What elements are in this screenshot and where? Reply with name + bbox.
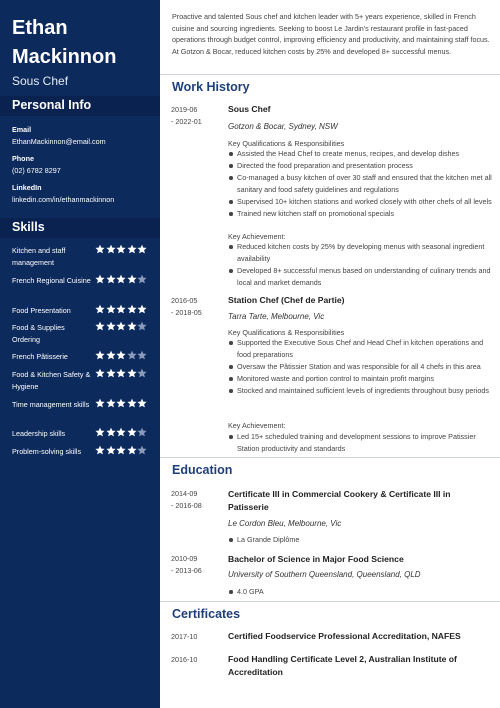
section-divider [160, 457, 500, 458]
candidate-name: Ethan Mackinnon [12, 17, 117, 68]
education-institution: Le Cordon Bleu, Melbourne, Vic [228, 519, 342, 528]
list-item: Co-managed a busy kitchen of over 30 staff and ensured that the kitchen met all sanitary and food safety guidelines and regulations [228, 172, 492, 196]
star-filled-icon [116, 427, 126, 437]
star-filled-icon [95, 445, 105, 455]
job-achievements-list [228, 241, 492, 289]
star-filled-icon [127, 321, 137, 331]
star-filled-icon [95, 274, 105, 284]
skill-rating [95, 350, 147, 360]
star-empty-icon [137, 445, 147, 455]
star-filled-icon [137, 398, 147, 408]
star-filled-icon [106, 304, 116, 314]
linkedin-label: LinkedIn [12, 183, 42, 192]
skill-rating [95, 368, 147, 378]
list-item: Supervised 10+ kitchen stations and worked closely with other chefs of all levels [228, 196, 492, 208]
summary-text: Proactive and talented Sous chef and kitchen leader with 5+ years experience, skilled in French cuisine and sourcing ingredients. Seeking to boost Le Jardin's restaurant profile in fast-paced operations through budget control, improving efficiency and productivity, and maintaining staff focus. At Gotzon & Bocar, reduced kitchen costs by 25% and developed 8+ successful menus. [172, 12, 490, 56]
star-empty-icon [127, 350, 137, 360]
star-filled-icon [127, 274, 137, 284]
skill-name: Food & Kitchen Safety & Hygiene [12, 370, 91, 391]
job-qualifications-heading: Key Qualifications & Responsibilities [228, 139, 345, 148]
star-empty-icon [137, 368, 147, 378]
star-filled-icon [127, 445, 137, 455]
star-filled-icon [106, 398, 116, 408]
star-filled-icon [95, 304, 105, 314]
star-filled-icon [116, 445, 126, 455]
phone-label: Phone [12, 154, 34, 163]
star-empty-icon [137, 350, 147, 360]
star-filled-icon [106, 445, 116, 455]
education-institution: University of Southern Queensland, Queensland, QLD [228, 570, 421, 579]
list-item: Led 15+ scheduled training and development sessions to improve Patissier Station productivity and standards [228, 431, 492, 455]
education-date-from: 2014-09 [171, 489, 198, 498]
education-title: Certificate III in Commercial Cookery & Certificate III in Patisserie [228, 489, 451, 512]
list-item: 4.0 GPA [228, 586, 492, 598]
list-item: Trained new kitchen staff on promotional specials [228, 208, 492, 220]
job-date-from: 2016-05 [171, 296, 198, 305]
job-achievements-list [228, 431, 492, 455]
education-notes-list [228, 586, 492, 598]
star-filled-icon [95, 427, 105, 437]
star-filled-icon [116, 398, 126, 408]
education-title: Bachelor of Science in Major Food Science [228, 554, 404, 564]
skill-name: Problem-solving skills [12, 447, 82, 456]
list-item: Supported the Executive Sous Chef and Head Chef in kitchen operations and food preparations [228, 337, 492, 361]
section-divider [160, 74, 500, 75]
skill-name: Food & Supplies Ordering [12, 323, 65, 344]
education-date-to: - 2016-08 [171, 501, 202, 510]
list-item: Monitored waste and portion control to maintain profit margins [228, 373, 492, 385]
star-filled-icon [95, 321, 105, 331]
star-empty-icon [137, 274, 147, 284]
star-filled-icon [106, 427, 116, 437]
star-filled-icon [116, 321, 126, 331]
list-item: Reduced kitchen costs by 25% by developing menus with seasonal ingredient availability [228, 241, 492, 265]
list-item: Developed 8+ successful menus based on understanding of culinary trends and local and market demands [228, 265, 492, 289]
job-date-to: - 2022-01 [171, 117, 202, 126]
list-item: Oversaw the Pâtissier Station and was responsible for all 4 chefs in this area [228, 361, 492, 373]
job-date-from: 2019-06 [171, 105, 198, 114]
star-filled-icon [127, 398, 137, 408]
star-filled-icon [95, 350, 105, 360]
star-filled-icon [116, 304, 126, 314]
skills-heading: Skills [0, 218, 160, 238]
skill-rating [95, 321, 147, 331]
certificate-date: 2017-10 [171, 632, 198, 641]
education-date-to: - 2013-06 [171, 566, 202, 575]
personal-info-heading: Personal Info [0, 96, 160, 116]
certificate-title: Certified Foodservice Professional Accreditation, NAFES [228, 631, 461, 641]
education-notes-list [228, 534, 492, 546]
star-filled-icon [137, 304, 147, 314]
star-filled-icon [95, 368, 105, 378]
skill-rating [95, 304, 147, 314]
star-filled-icon [106, 274, 116, 284]
phone-value[interactable]: (02) 6782 8297 [12, 166, 61, 175]
education-date-from: 2010-09 [171, 554, 198, 563]
certificate-date: 2016-10 [171, 655, 198, 664]
star-filled-icon [127, 368, 137, 378]
job-achievement-heading: Key Achievement: [228, 421, 286, 430]
education-heading: Education [172, 463, 233, 477]
job-date-to: - 2018-05 [171, 308, 202, 317]
job-title: Sous Chef [228, 104, 271, 114]
linkedin-value[interactable]: linkedin.com/in/ethanmackinnon [12, 195, 115, 204]
star-empty-icon [137, 321, 147, 331]
sidebar [0, 0, 160, 708]
star-filled-icon [106, 350, 116, 360]
star-empty-icon [137, 427, 147, 437]
skill-name: Food Presentation [12, 306, 71, 315]
email-label: Email [12, 125, 32, 134]
job-duties-list [228, 337, 492, 397]
skill-name: French Pâtisserie [12, 352, 68, 361]
job-employer: Tarra Tarte, Melbourne, Vic [228, 312, 325, 321]
star-filled-icon [95, 398, 105, 408]
job-achievement-heading: Key Achievement: [228, 232, 286, 241]
star-filled-icon [127, 427, 137, 437]
skill-name: Time management skills [12, 400, 90, 409]
star-filled-icon [116, 244, 126, 254]
main-content [160, 0, 500, 708]
skill-rating [95, 398, 147, 408]
work-history-heading: Work History [172, 80, 250, 94]
list-item: La Grande Diplôme [228, 534, 492, 546]
skill-rating [95, 274, 147, 284]
skill-rating [95, 244, 147, 254]
skill-rating [95, 427, 147, 437]
candidate-title: Sous Chef [12, 74, 69, 88]
star-filled-icon [127, 304, 137, 314]
email-value[interactable]: EthanMackinnon@email.com [12, 137, 106, 146]
list-item: Directed the food preparation and presentation process [228, 160, 492, 172]
job-title: Station Chef (Chef de Partie) [228, 295, 345, 305]
skill-name: Leadership skills [12, 429, 66, 438]
star-filled-icon [106, 244, 116, 254]
certificate-title: Food Handling Certificate Level 2, Australian Institute of Accreditation [228, 654, 457, 677]
list-item: Assisted the Head Chef to create menus, recipes, and develop dishes [228, 148, 492, 160]
star-filled-icon [127, 244, 137, 254]
job-duties-list [228, 148, 492, 220]
star-filled-icon [116, 274, 126, 284]
star-filled-icon [106, 321, 116, 331]
star-filled-icon [106, 368, 116, 378]
job-employer: Gotzon & Bocar, Sydney, NSW [228, 122, 338, 131]
skill-rating [95, 445, 147, 455]
job-qualifications-heading: Key Qualifications & Responsibilities [228, 328, 345, 337]
certificates-heading: Certificates [172, 607, 241, 621]
list-item: Stocked and maintained sufficient levels of ingredients throughout busy periods [228, 385, 492, 397]
skill-name: Kitchen and staff management [12, 246, 66, 267]
star-filled-icon [137, 244, 147, 254]
skill-name: French Regional Cuisine [12, 276, 91, 285]
star-filled-icon [95, 244, 105, 254]
section-divider [160, 601, 500, 602]
star-filled-icon [116, 350, 126, 360]
star-filled-icon [116, 368, 126, 378]
